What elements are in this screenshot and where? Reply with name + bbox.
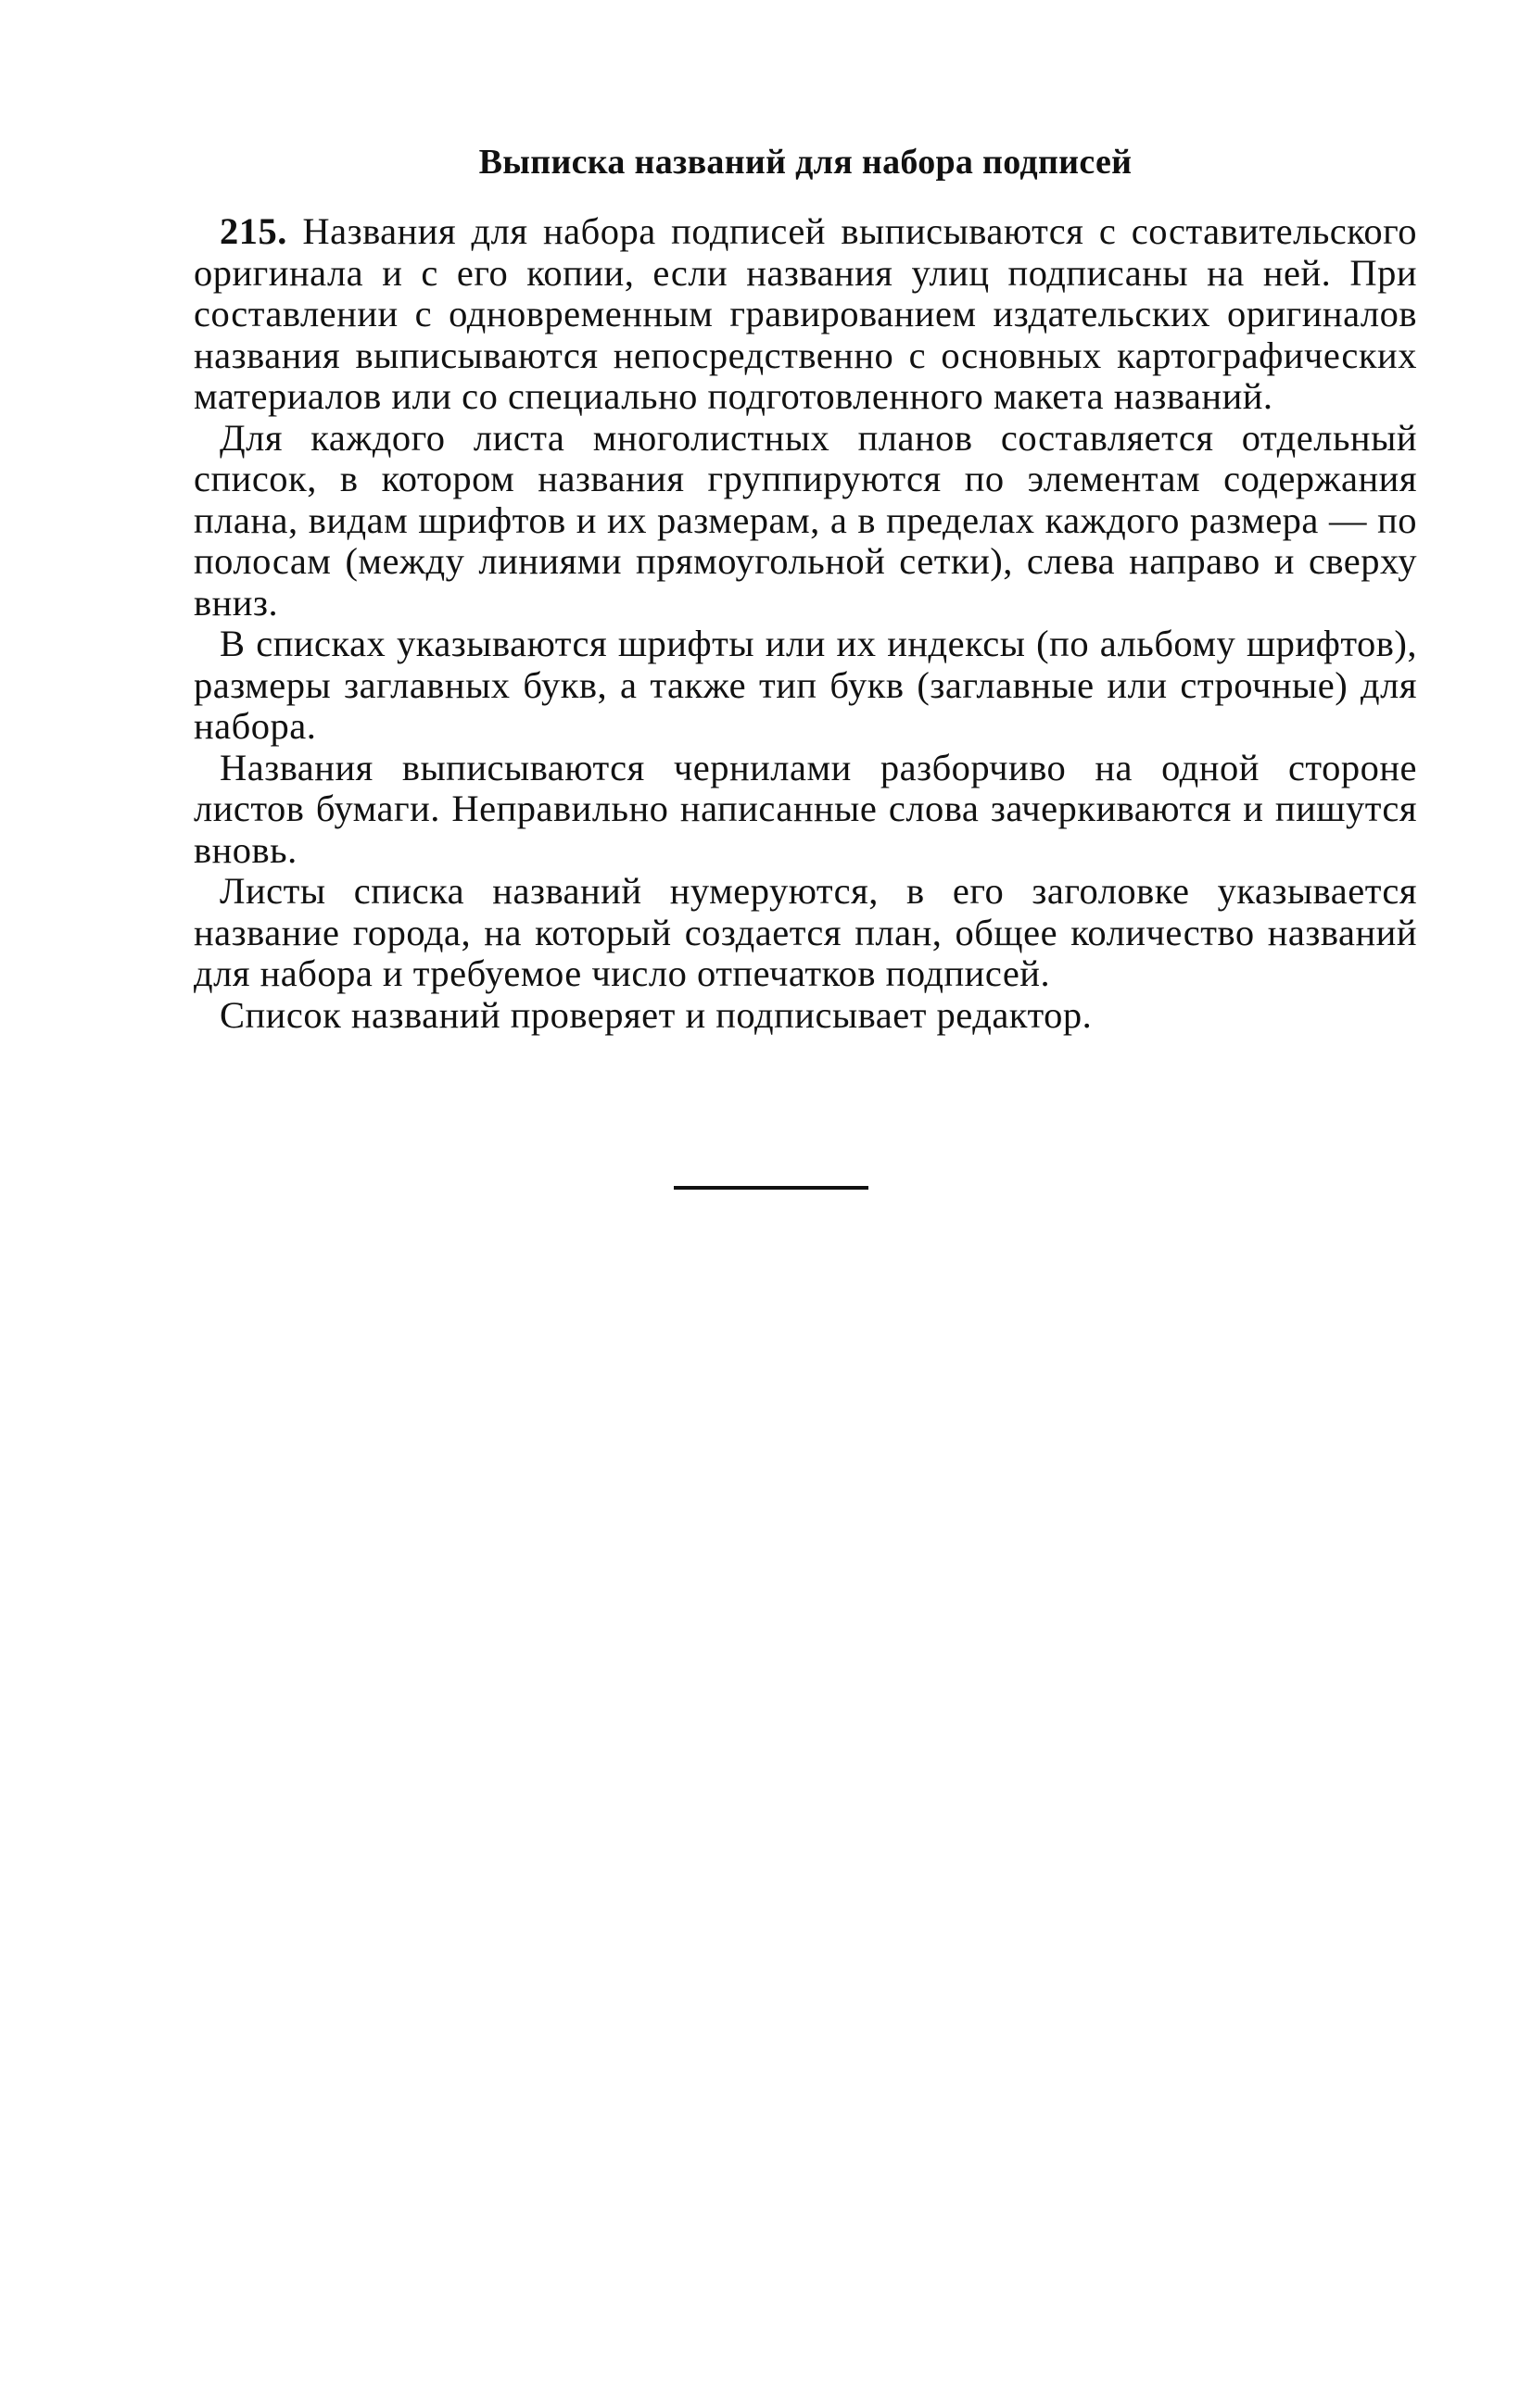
paragraph-sheet-lists: Для каждого листа многолистных планов составляется отдельный список, в котором названия группируются по элементам содержания плана, видам шрифтов и их размерам, а в пределах каждого размера — по полосам (между линиями прямоугольной сетки), слева направо и сверху вниз. — [194, 416, 1417, 624]
paragraph-font-indexes: В списках указываются шрифты или их индексы (по альбому шрифтов), размеры заглавных букв, а также тип букв (заглавные или строчные) для набора. — [194, 623, 1417, 747]
paragraph-215 — [194, 211, 1417, 418]
section-heading: Выписка названий для набора подписей — [478, 143, 1133, 182]
paragraph-editor-check: Список названий проверяет и подписывает редактор. — [220, 993, 1093, 1036]
paragraph-number: 215. — [220, 210, 287, 252]
paragraph-sheet-numbering: Листы списка названий нумеруются, в его заголовке указывается название города, на который создается план, общее количество названий для набора и требуемое число отпечатков подписей. — [194, 870, 1417, 994]
body-text — [194, 211, 1417, 1036]
section-end-rule — [674, 1186, 868, 1190]
paragraph-text: Названия для набора подписей выписываются с составительского оригинала и с его копии, если названия улиц подписаны на ней. При составлении с одновременным гравированием издательских оригиналов названия выписываются непосредственно с основных картографических материалов или со специально подготовленного макета названий. — [194, 210, 1418, 417]
paragraph-ink-writing: Названия выписываются чернилами разборчиво на одной стороне листов бумаги. Неправильно написанные слова зачеркиваются и пишутся вновь. — [194, 746, 1417, 871]
